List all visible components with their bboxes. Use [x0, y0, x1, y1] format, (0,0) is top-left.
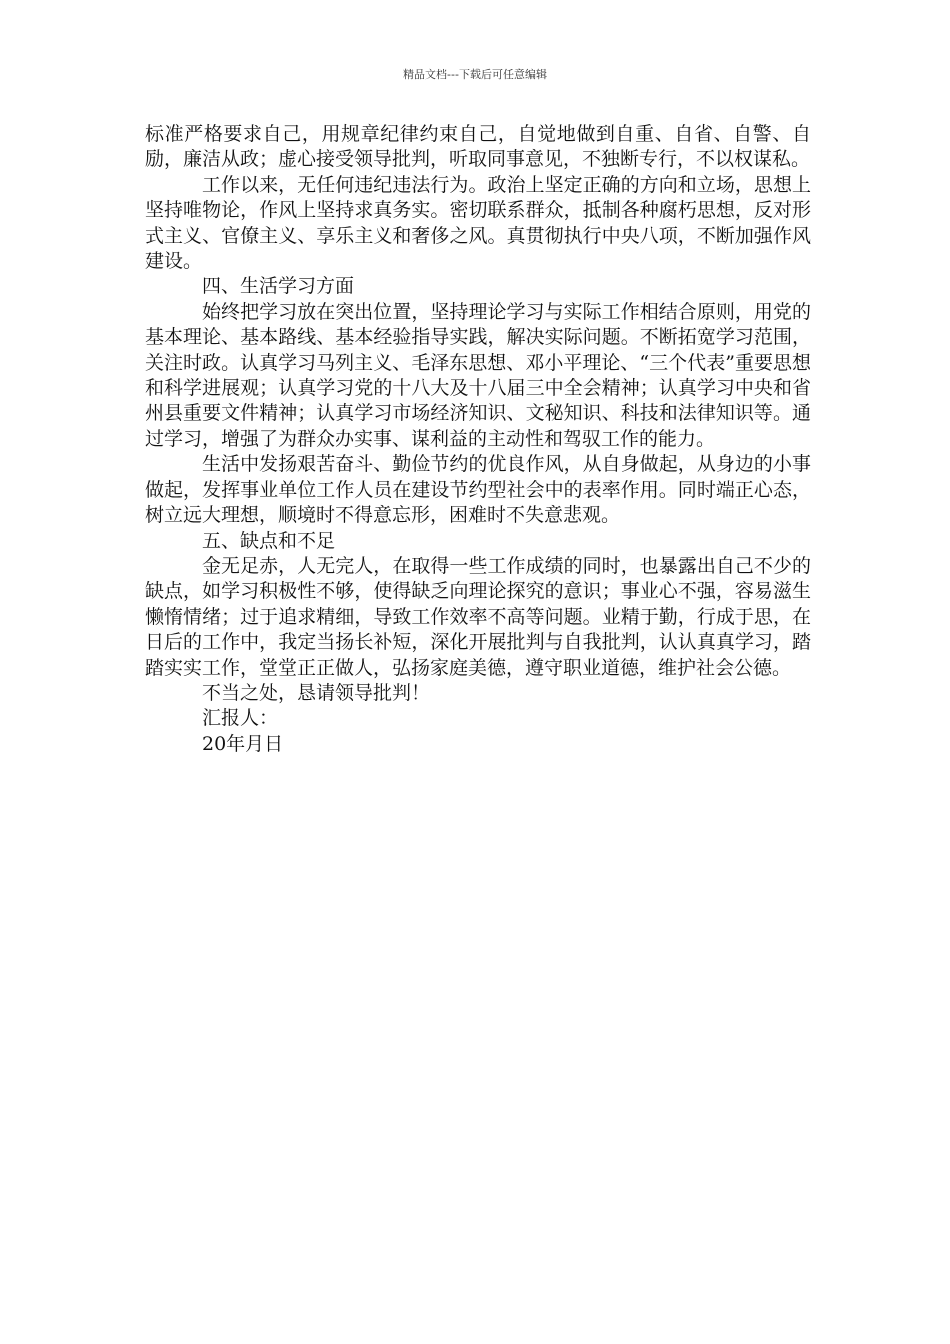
page-header: 精品文档---下载后可任意编辑	[403, 68, 547, 81]
paragraph-shortcomings: 金无足赤，人无完人，在取得一些工作成绩的同时，也暴露出自己不少的缺点，如学习积极性不够，使得缺乏向理论探究的意识；事业心不强，容易滋生懒惰情绪；过于追求精细，导致工作效率不高等问题。业精于勤，行成于思，在日后的工作中，我定当扬长补短，深化开展批判与自我批判，认认真真学习，踏踏实实工作，堂堂正正做人，弘扬家庭美德，遵守职业道德，维护社会公德。	[145, 554, 811, 679]
paragraph-work-conduct: 工作以来，无任何违纪违法行为。政治上坚定正确的方向和立场，思想上坚持唯物论，作风上坚持求真务实。密切联系群众，抵制各种腐朽思想，反对形式主义、官僚主义、享乐主义和奢侈之风。真贯彻执行中央八项，不断加强作风建设。	[145, 173, 811, 273]
document-body	[145, 122, 811, 757]
paragraph-self-discipline: 标准严格要求自己，用规章纪律约束自己，自觉地做到自重、自省、自警、自励，廉洁从政；虚心接受领导批判，听取同事意见，不独断专行，不以权谋私。	[145, 123, 811, 171]
date-line: 20年月日	[202, 732, 284, 755]
paragraph-study: 始终把学习放在突出位置，坚持理论学习与实际工作相结合原则，用党的基本理论、基本路线、基本经验指导实践，解决实际问题。不断拓宽学习范围，关注时政。认真学习马列主义、毛泽东思想、邓小平理论、“三个代表”重要思想和科学进展观；认真学习党的十八大及十八届三中全会精神；认真学习中央和省州县重要文件精神；认真学习市场经济知识、文秘知识、科技和法律知识等。通过学习，增强了为群众办实事、谋利益的主动性和驾驭工作的能力。	[145, 300, 811, 450]
reporter-label: 汇报人：	[202, 707, 279, 730]
closing-remark: 不当之处，恳请领导批判！	[202, 681, 431, 704]
paragraph-life: 生活中发扬艰苦奋斗、勤俭节约的优良作风，从自身做起，从身边的小事做起，发挥事业单位工作人员在建设节约型社会中的表率作用。同时端正心态，树立远大理想，顺境时不得意忘形，困难时不失意悲观。	[145, 453, 811, 527]
section-heading-study: 四、生活学习方面	[202, 275, 355, 298]
section-heading-shortcomings: 五、缺点和不足	[202, 529, 336, 552]
